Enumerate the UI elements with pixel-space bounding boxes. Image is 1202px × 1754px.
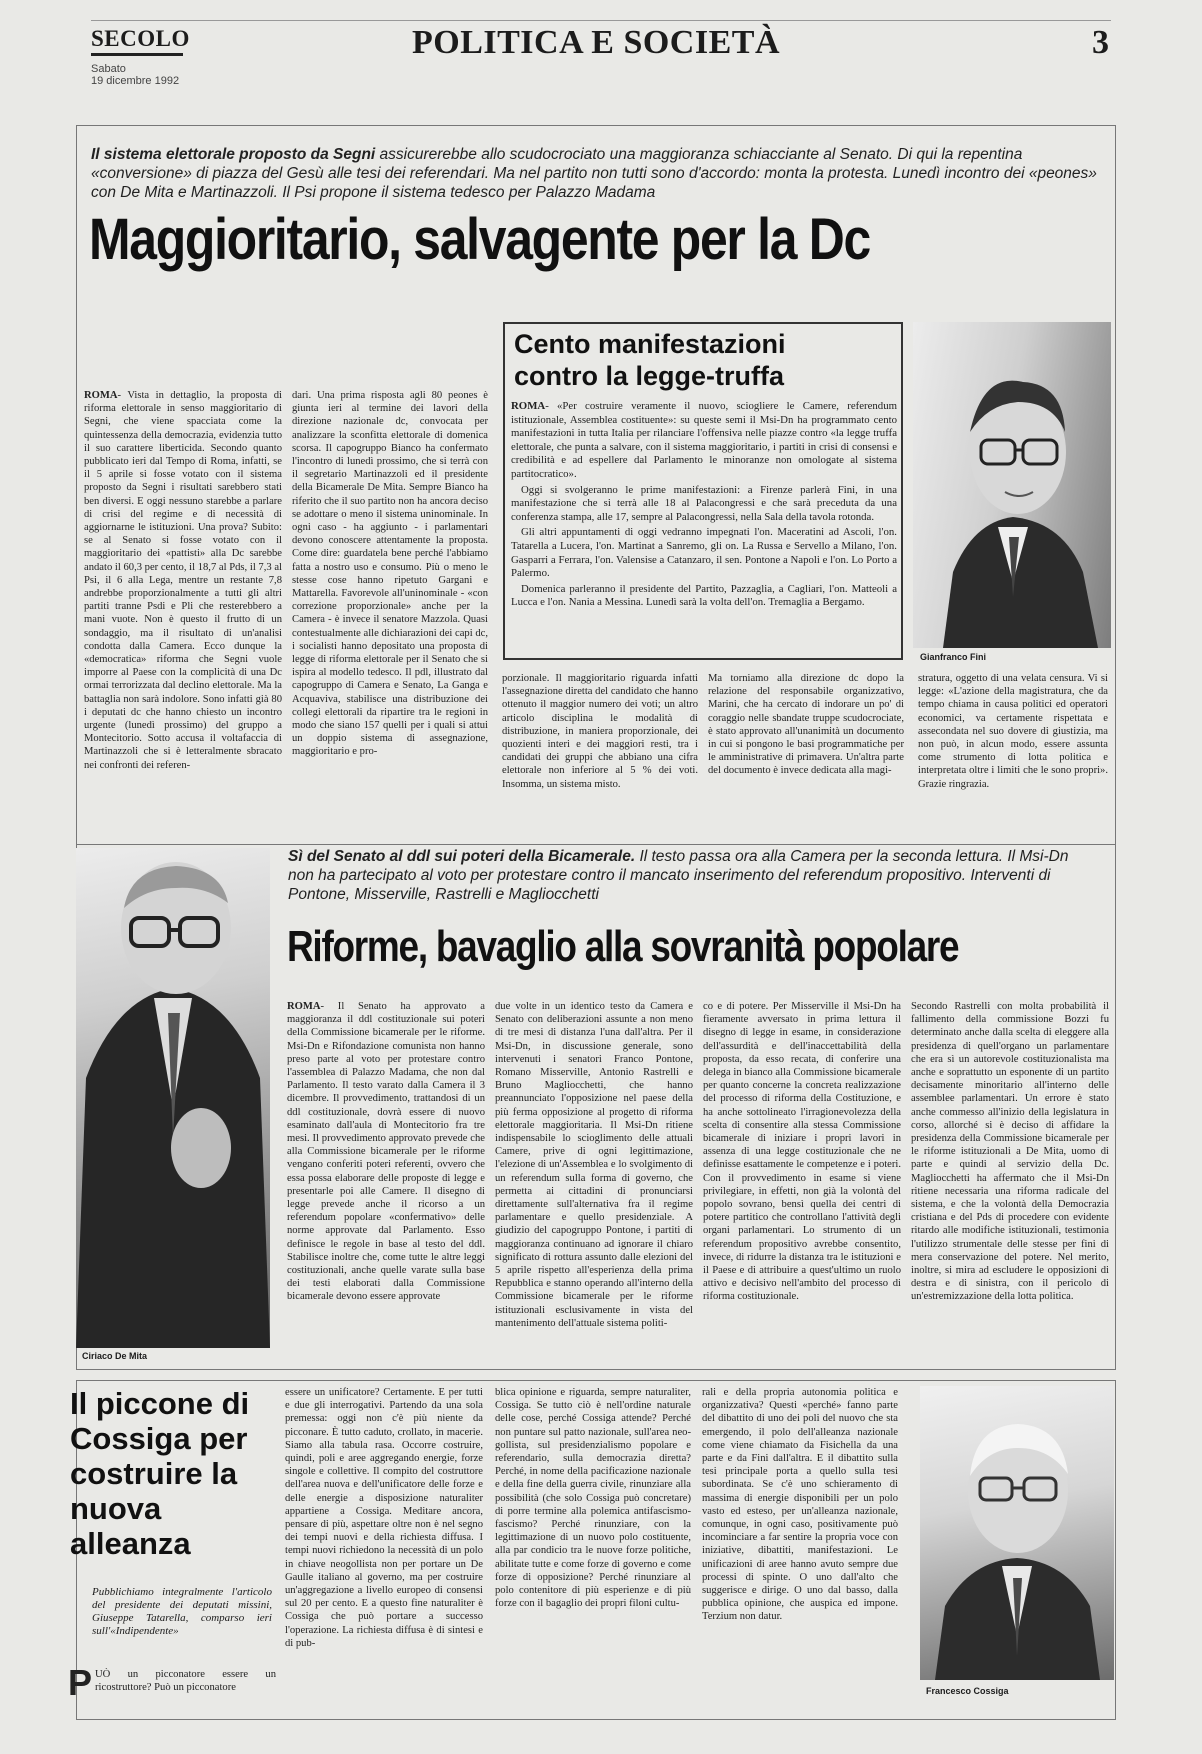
story1-col5-text: stratura, oggetto di una velata censura. Vi si legge: «L'azione della magistratura, che da tempo chiama in causa politici ed operatori economici, va certamente rispettata e assecondata nel suo dovere di giustizia, ma non può, in alcun modo, essere assunta come strumento di lotta politica e interpretata oltre i limiti che le sono propri». Grazie ringrazia.: [918, 673, 1108, 790]
story2-column-1: [287, 1000, 485, 1362]
story3-dropcap: P: [68, 1668, 93, 1703]
photo-fini-caption: Gianfranco Fini: [920, 652, 987, 662]
photo-de-mita-caption: Ciriaco De Mita: [82, 1351, 148, 1361]
story1-col4-text: Ma torniamo alla direzione dc dopo la relazione del responsabile organizzativo, Marini, che ha cercato di indorare un po' di coraggio nelle sbandate truppe scudocrociate, è stato approvato all'unanimità un documento in cui si pongono le basi programmatiche per le amministrative di primavera. Un'altra parte del documento è invece dedicata alla magi-: [708, 673, 904, 777]
masthead-rule: [91, 20, 1111, 21]
photo-fini: [913, 322, 1111, 648]
masthead-logo-rule: [91, 53, 183, 56]
story2-kicker-lead: Sì del Senato al ddl sui poteri della Bicamerale.: [288, 848, 636, 865]
box-para1: - «Per costruire veramente il nuovo, sciogliere le Camere, referendum istituzionale, Assemblea costituente»: su queste semi il Msi-Dn ha programmato cento manifestazioni in tutta Italia per rilanciare l'offensiva nelle piazze contro «la legge truffa elettorale, che punta a salvare, con il sistema maggioritario, i partiti in crisi di consensi e credibilità e ad espellere dal Parlamento le minoranze non omologate al sistema partitocratico».: [511, 400, 897, 480]
story2-col3-text: co e di potere. Per Misserville il Msi-Dn ha fieramente avversato in prima lettura il disegno di legge in esame, in considerazione dell'assurdità e dell'inaccettabilità della proposta, da esso recata, di conferire una delega in bianco alla Commissione bicamerale per quanto concerne la concreta realizzazione del processo di riforma della Costituzione, e ha anche sottolineato l'irragionevolezza della scelta di consentire alla stessa Commissione bicamerale di iniziare i propri lavori in assenza di una legge costituzionale che ne definisse esattamente le competenze e i poteri. Con il provvedimento in esame si viene privilegiare, in effetti, non già la volontà del popolo sovrano, bensì quella dei centri di potere partitico che controllano l'attività degli organi parlamentari. Lo strumento di un referendum propositivo avrebbe consentito, invece, di ridurre la distanza tra le istituzioni e il Paese e di attribuire a quest'ultimo un ruolo attivo e decisivo nell'ambito del processo di riforma costituzionale.: [703, 1001, 901, 1303]
masthead-logo: SECOLO: [91, 26, 190, 51]
story1-dateline: ROMA: [84, 390, 118, 401]
page-number: 3: [1092, 24, 1109, 61]
section-title: POLITICA E SOCIETÀ: [412, 24, 780, 61]
box-para2: Oggi si svolgeranno le prime manifestazioni: a Firenze parlerà Fini, in una manifestazione che si terrà alle 18 al Palacongressi e che sarà preceduta da una conferenza stampa, alle 17, sempre al Palacongressi, nella Sala della tavola rotonda.: [511, 483, 897, 523]
masthead-date: 19 dicembre 1992: [91, 75, 180, 87]
story3-col1-text: essere un unificatore? Certamente. E per tutti e due gli interrogativi. Partendo da una sola premessa: oggi non c'è più niente da picconare. È tutto caduto, crollato, in macerie. Siamo alla tabula rasa. Occorre costruire, quindi, poli e aree aggregando energie, forze singole e collettive. Il compito del costruttore dell'area nuova e dell'unificatore delle forze e delle energie a disposizione naturaliter appartiene a Cossiga. Meditare ancora, pensare di più, aspettare oltre non è nel segno dei tempi nuovi e della richiesta diffusa. I tempi nuovi richiedono la necessità di un polo in chiave neogollista non per portare un De Gaulle italiano al governo, ma per costruire un'aggregazione a livello europeo di consensi sul 20 per cento. E a questo fine naturaliter è Cossiga che può portare a successo l'operazione. La richiesta diffusa è di sintesi e di pub-: [285, 1387, 483, 1649]
story3-column-3: [702, 1386, 898, 1714]
story3-col2-text: blica opinione e riguarda, sempre naturaliter, Cossiga. Se tutto ciò è nell'ordine naturale delle cose, perché Cossiga attende? Perché non puntare sul patto nazionale, sull'area neo-gollista, sul presidenzialismo popolare e referendario, sulla democrazia diretta? Perché, in nome della pacificazione nazionale e della fine della guerra civile, rinunziare alla possibilità (che solo Cossiga può concretare) di porre termine alla polemica antifascismo-fascismo? Perché rinunziare, con la legittimazione di un nuovo polo costituente, alla par condicio tra le nuove forze politiche, abilitate tutte e come forze di governo e come forze di opposizione? Perché rinunziare al polo contenitore di più esperienze e di più forze con il bagaglio dei propri filoni cultu-: [495, 1387, 691, 1610]
sidebar-box-title: Cento manifestazioni contro la legge-truffa: [514, 329, 786, 391]
masthead-day: Sabato: [91, 63, 126, 75]
portrait-de-mita-illustration: [76, 848, 270, 1348]
box-para3: Gli altri appuntamenti di oggi vedranno impegnati l'on. Maceratini ad Ascoli, l'on. Tatarella a Lucera, l'on. Martinat a Sanremo, gli on. La Russa e Servello a Milano, l'on. Gasparri a Ferrara, l'on. Valensise a Catanzaro, il sen. Pontone a Napoli e l'on. Lo Porto a Palermo.: [511, 526, 897, 580]
story2-kicker: [288, 847, 1098, 904]
story2-column-2: [495, 1000, 693, 1362]
box-para4: Domenica parleranno il presidente del Partito, Pazzaglia, a Cagliari, l'on. Matteoli a Lucca e l'on. Nania a Messina. Lunedì sarà la volta dell'on. Tremaglia a Bergamo.: [511, 582, 897, 609]
story1-column-5: [918, 672, 1108, 830]
story1-col1-text: - Vista in dettaglio, la proposta di riforma elettorale in senso maggioritario di Segni, che viene spacciata come la quintessenza della democrazia, evidenzia tutto il suo carattere liberticida. Secondo quanto pubblicato ieri dal Tempo di Roma, infatti, se il 5 aprile si fosse votato con il sistema proposto da Segni i risultati sarebbero stati ben diversi. E oggi nessuno starebbe a parlare di crisi del regime e di necessità di aggiornarne le istituzioni. Una prova? Subito: se al Senato si fosse votato con il maggioritario dei «pattisti» alla Dc sarebbe andato il 60,3 per cento, il 18,7 al Pds, il 7,3 al Psi, il 6 alla Lega, mentre un restante 7,8 andrebbe proporzionalmente a tutti gli altri partiti tranne Psdi e Pli che resterebbero a mani vuote. Non è questo il frutto di un sondaggio, ma il risultato di un'analisi condotta dalla Camera. Ecco dunque la «democratica» riforma che Segni vuole imporre al Paese con la complicità di una Dc ormai terrorizzata dal declino elettorale. Ma la battaglia non sarà indolore. Sono infatti già 80 i deputati dc che hanno chiesto un incontro urgente (lunedì prossimo) del gruppo a Montecitorio. Sotto accusa il voltafaccia di Martinazzoli che si è letteralmente sbracato nei confronti dei referen-: [84, 390, 282, 771]
portrait-fini-illustration: [913, 322, 1111, 648]
photo-de-mita: [76, 848, 270, 1348]
story3-col3-text: rali e della propria autonomia politica e organizzativa? Questi «perché» fanno parte del dibattito di uno dei poli del nuovo che sta emergendo, il polo dell'alleanza nazionale come viene chiamato da Fisichella da una parte e da Fini dall'altra. E il dibattito sulla tesi principale porta a quello sulla tesi subordinata. Se c'è uno schieramento di massima di energie disponibili per un polo vasto ed esteso, per un'alleanza nazionale, comunque, in ogni caso, positivamente può incominciare a far sentire la propria voce con iniziative, dibattiti, manifestazioni. Le unificazioni di aree hanno avuto sempre due processi di spinte. O uno dall'alto che suggerisce e dirige. O uno dal basso, dalla pubblica opinione, che auspica ed impone. Terzium non datur.: [702, 1387, 898, 1623]
story3-column-2: [495, 1386, 691, 1714]
story1-headline: Maggioritario, salvagente per la Dc: [89, 207, 870, 272]
story1-column-4: [708, 672, 904, 830]
story1-kicker-lead: Il sistema elettorale proposto da Segni: [91, 146, 376, 163]
story2-kicker-text: Il testo passa ora alla Camera per la seconda lettura. Il Msi-Dn non ha partecipato al voto per protestare contro il mancato inserimento del referendum propositivo. Interventi di Pontone, Misserville, Rastrelli e Magliocchetti: [288, 848, 1069, 903]
box-dateline: ROMA: [511, 400, 546, 412]
story1-col3-text: porzionale. Il maggioritario riguarda infatti l'assegnazione diretta del candidato che hanno ottenuto il maggior numero dei voti; un altro articolo disciplina le modalità di distribuzione, in maniera proporzionale, dei quozienti interi e dei maggiori resti, tra i candidati dei gruppi che abbiano una cifra elettorale non inferiore al 5 % dei voti. Insomma, un sistema misto.: [502, 673, 698, 790]
story1-kicker-text: assicurerebbe allo scudocrociato una maggioranza schiacciante al Senato. Di qui la repentina «conversione» di piazza del Gesù alle tesi dei referendari. Ma nel partito non tutti sono d'accordo: monta la protesta. Lunedì incontro dei «peones» con De Mita e Martinazzoli. Il Psi propone il sistema tedesco per Palazzo Madama: [91, 146, 1097, 201]
story2-column-3: [703, 1000, 901, 1362]
story1-col2-text: dari. Una prima risposta agli 80 peones è giunta ieri al termine dei lavori della direzione nazionale dc, convocata per analizzare la sconfitta elettorale di domenica scorsa. Il capogruppo Bianco ha confermato l'incontro di lunedì prossimo, che si terrà con il segretario Martinazzoli ed il presidente della Bicamerale De Mita. Sempre Bianco ha riferito che il suo partito non ha ancora deciso se adottare o meno il sistema uninominale. In ogni caso - ha aggiunto - i parlamentari devono conoscere attentamente la proposta. Come dire: guardatela bene perché l'abbiamo fatta a nostro uso e consumo. Più o meno le stesse cose hanno ripetuto Gargani e Mattarella. Favorevole all'uninominale - «con correzione proporzionale» anche per la Camera - è invece il senatore Mazzola. Quasi contestualmente alle dichiarazioni dei capi dc, i socialisti hanno depositato una proposta di legge di riforma elettorale per il Senato che si ispira al modello tedesco. Il pdl, illustrato dal capogruppo di Camera e Senato, La Ganga e Acquaviva, stabilisce una distribuzione dei collegi elettorali da ripartire tra le regioni in modo che siano 157 quelli per i quali si attui un doppio sistema di assegnazione, maggioritario e pro-: [292, 390, 488, 758]
story2-dateline: ROMA: [287, 1001, 321, 1012]
story1-column-1: [84, 389, 282, 829]
story2-column-4: [911, 1000, 1109, 1362]
story2-headline: Riforme, bavaglio alla sovranità popolare: [287, 922, 959, 971]
story3-lead-text: UÒ un picconatore essere un ricostruttore? Può un picconatore: [95, 1669, 276, 1694]
portrait-cossiga-illustration: [920, 1386, 1114, 1680]
story1-column-2: [292, 389, 488, 829]
photo-cossiga: [920, 1386, 1114, 1680]
sidebar-box-body: [511, 400, 897, 652]
story3-headline: Il piccone di Cossiga per costruire la nuova alleanza: [70, 1386, 250, 1561]
story2-col4-text: Secondo Rastrelli con molta probabilità il fallimento della commissione Bozzi fu determinato anche dalla scelta di eleggere alla presidenza di quell'organo un parlamentare che era sì un autorevole costituzionalista ma anche e soprattutto un esponente di un partito decisamente minoritario all'interno delle assemblee parlamentari. Un errore è stato anche commesso all'inizio della legislatura in corso, allorché si è deciso di affidare la presidenza della Commissione bicamerale per le riforme istituzionali a De Mita, uomo di parte e quindi al servizio della Dc. Magliocchetti ha affermato che il Msi-Dn ritiene necessaria una riforma radicale del sistema, e che la volontà della Democrazia cristiana e del Pds di procedere con evidente ritardo alle modifiche istituzionali, testimonia l'utilizzo strumentale delle stesse per fini di mera conservazione del potere. Nel merito, inoltre, si mira ad escludere le opposizioni di destra e di sinistra, con il pericolo di un'estremizzazione della lotta politica.: [911, 1001, 1109, 1303]
photo-cossiga-caption: Francesco Cossiga: [926, 1686, 1009, 1696]
story3-column-1: [285, 1386, 483, 1714]
story3-lead: [68, 1668, 276, 1712]
story2-col1-text: - Il Senato ha approvato a maggioranza il ddl costituzionale sui poteri della Commissione bicamerale per le riforme. Msi-Dn e Rifondazione comunista non hanno preso parte al voto per protestare contro l'assemblea di Palazzo Madama, che non dal Parlamento. Il testo varato dalla Camera il 3 dicembre. Il provvedimento, trattandosi di un ddl costituzionale, dovrà essere di nuovo esaminato dall'aula di Montecitorio fra tre mesi. Il provvedimento approvato prevede che alla Commissione bicamerale per le riforme vengano conferiti poteri referenti, ovvero che essa possa elaborare delle proposte di legge e presentarle poi alle Camere. Il disegno di legge prevede anche il ricorso a un referendum popolare «confermativo» delle norme approvate dal Parlamento. Esso definisce le regole in base al testo del ddl. Stabilisce inoltre che, come tutte le altre leggi costituzionali, anche quelle varate sulla base dei testi elaborati dalla Commissione bicamerale devono essere approvate: [287, 1001, 485, 1303]
story2-col2-text: due volte in un identico testo da Camera e Senato con deliberazioni assunte a non meno di tre mesi di distanza l'una dall'altra. Per il Msi-Dn, in discussione generale, sono intervenuti i senatori Franco Pontone, Romano Misserville, Antonio Rastrelli e Bruno Magliocchetti, che hanno preannunciato l'opposizione nel paese della più ferma opposizione al progetto di riforma elettorale maggioritaria. Il Msi-Dn ritiene indispensabile lo scioglimento delle attuali Camere, prive di ogni legittimazione, l'elezione di un'Assemblea e lo svolgimento di un referendum sulla forma di governo, che permetta ai cittadini di pronunciarsi direttamente sull'alternativa fra il regime parlamentare e quello presidenziale. A giudizio del capogruppo Pontone, i partiti di maggioranza continuano ad ignorare il chiaro significato di rottura assunto dalle elezioni del 5 aprile rispetto all'esperienza della prima Repubblica e stanno operando all'interno della Commissione bicamerale per le riforme istituzionali esclusivamente in vista del mantenimento dell'attuale sistema politi-: [495, 1001, 693, 1329]
story1-column-3: [502, 672, 698, 830]
story3-intro: Pubblichiamo integralmente l'articolo del presidente dei deputati missini, Giuseppe Tatarella, comparso ieri sull'«Indipendente»: [92, 1586, 272, 1637]
story1-kicker: [91, 145, 1101, 202]
